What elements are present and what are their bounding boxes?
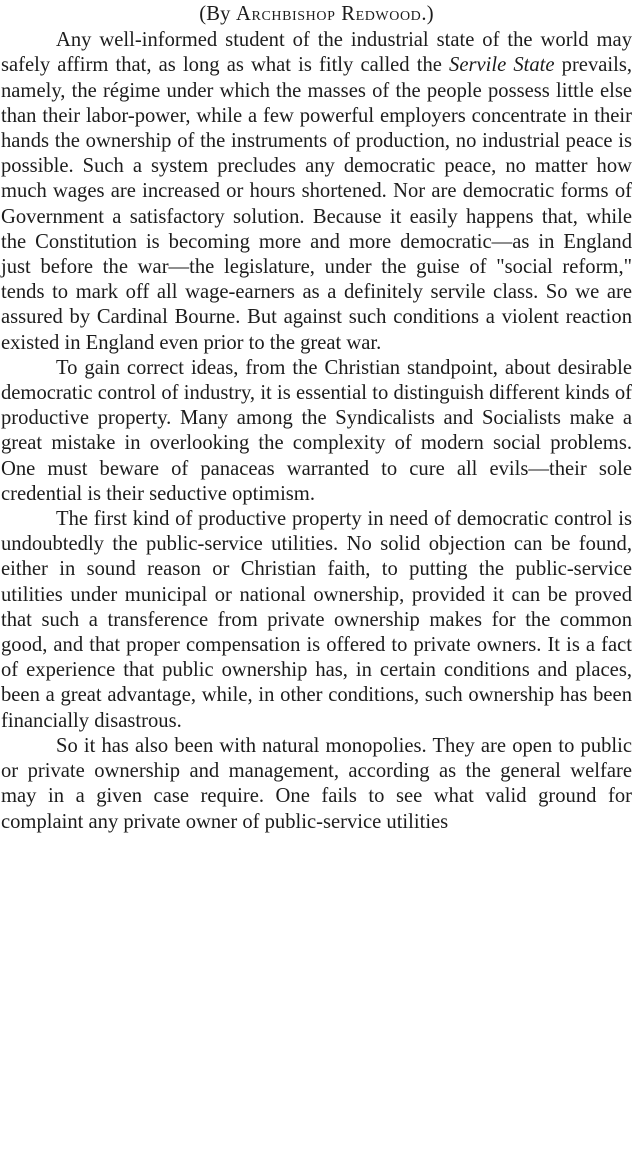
paragraph-natural-monopolies: So it has also been with natural monopolies. They are open to public or private ownership and management, according as the general welfare may in a given case require. One fails to see what valid ground for complaint any private owner of public-service utilities [1,734,632,833]
paragraph-public-service-utilities: The first kind of productive property in need of democratic control is undoubtedly the public-service utilities. No solid objection can be found, either in sound reason or Christian faith, to putting the public-service utilities under municipal or national ownership, provided it can be proved that such a transference from private ownership makes for the common good, and that proper compensation is offered to private owners. It is a fact of experience that public ownership has, in certain conditions and places, been a great advantage, while, in other conditions, such ownership has been financially disastrous. [1,508,632,732]
paragraph-1-text-end: prevails, namely, the régime under which the masses of the people possess little else than their labor-power, while a few powerful employers concentrate in their hands the ownership of the instruments of production, no industrial peace is possible. Such a system precludes any democratic peace, no matter how much wages are increased or hours shortened. Nor are democratic forms of Government a satisfactory solution. Because it easily happens that, while the Constitution is becoming more and more democratic—as in England just before the war—the legislature, under the guise of "social reform," tends to mark off all wage-earners as a definitely servile class. So we are assured by Cardinal Bourne. But against such conditions a violent reaction existed in England even prior to the great war. [1,54,632,354]
paragraph-1-text-start: Any well-informed student of the industrial state of the world may safely affirm that, as long as what is fitly called the [1,29,632,77]
byline [1,2,632,27]
byline-author: Archbishop Redwood [236,3,422,25]
paragraph-servile-state [1,28,632,356]
paragraph-productive-property: To gain correct ideas, from the Christian standpoint, about desirable democratic control of industry, it is essential to distinguish different kinds of productive property. Many among the Syndicalists and Socialists make a great mistake in overlooking the complexity of modern social problems. One must beware of panaceas warranted to cure all evils—their sole credential is their seductive optimism. [1,356,632,505]
paragraph-1-emphasis: Servile State [449,54,555,77]
byline-close: .) [421,3,434,25]
byline-open: (By [199,3,237,25]
